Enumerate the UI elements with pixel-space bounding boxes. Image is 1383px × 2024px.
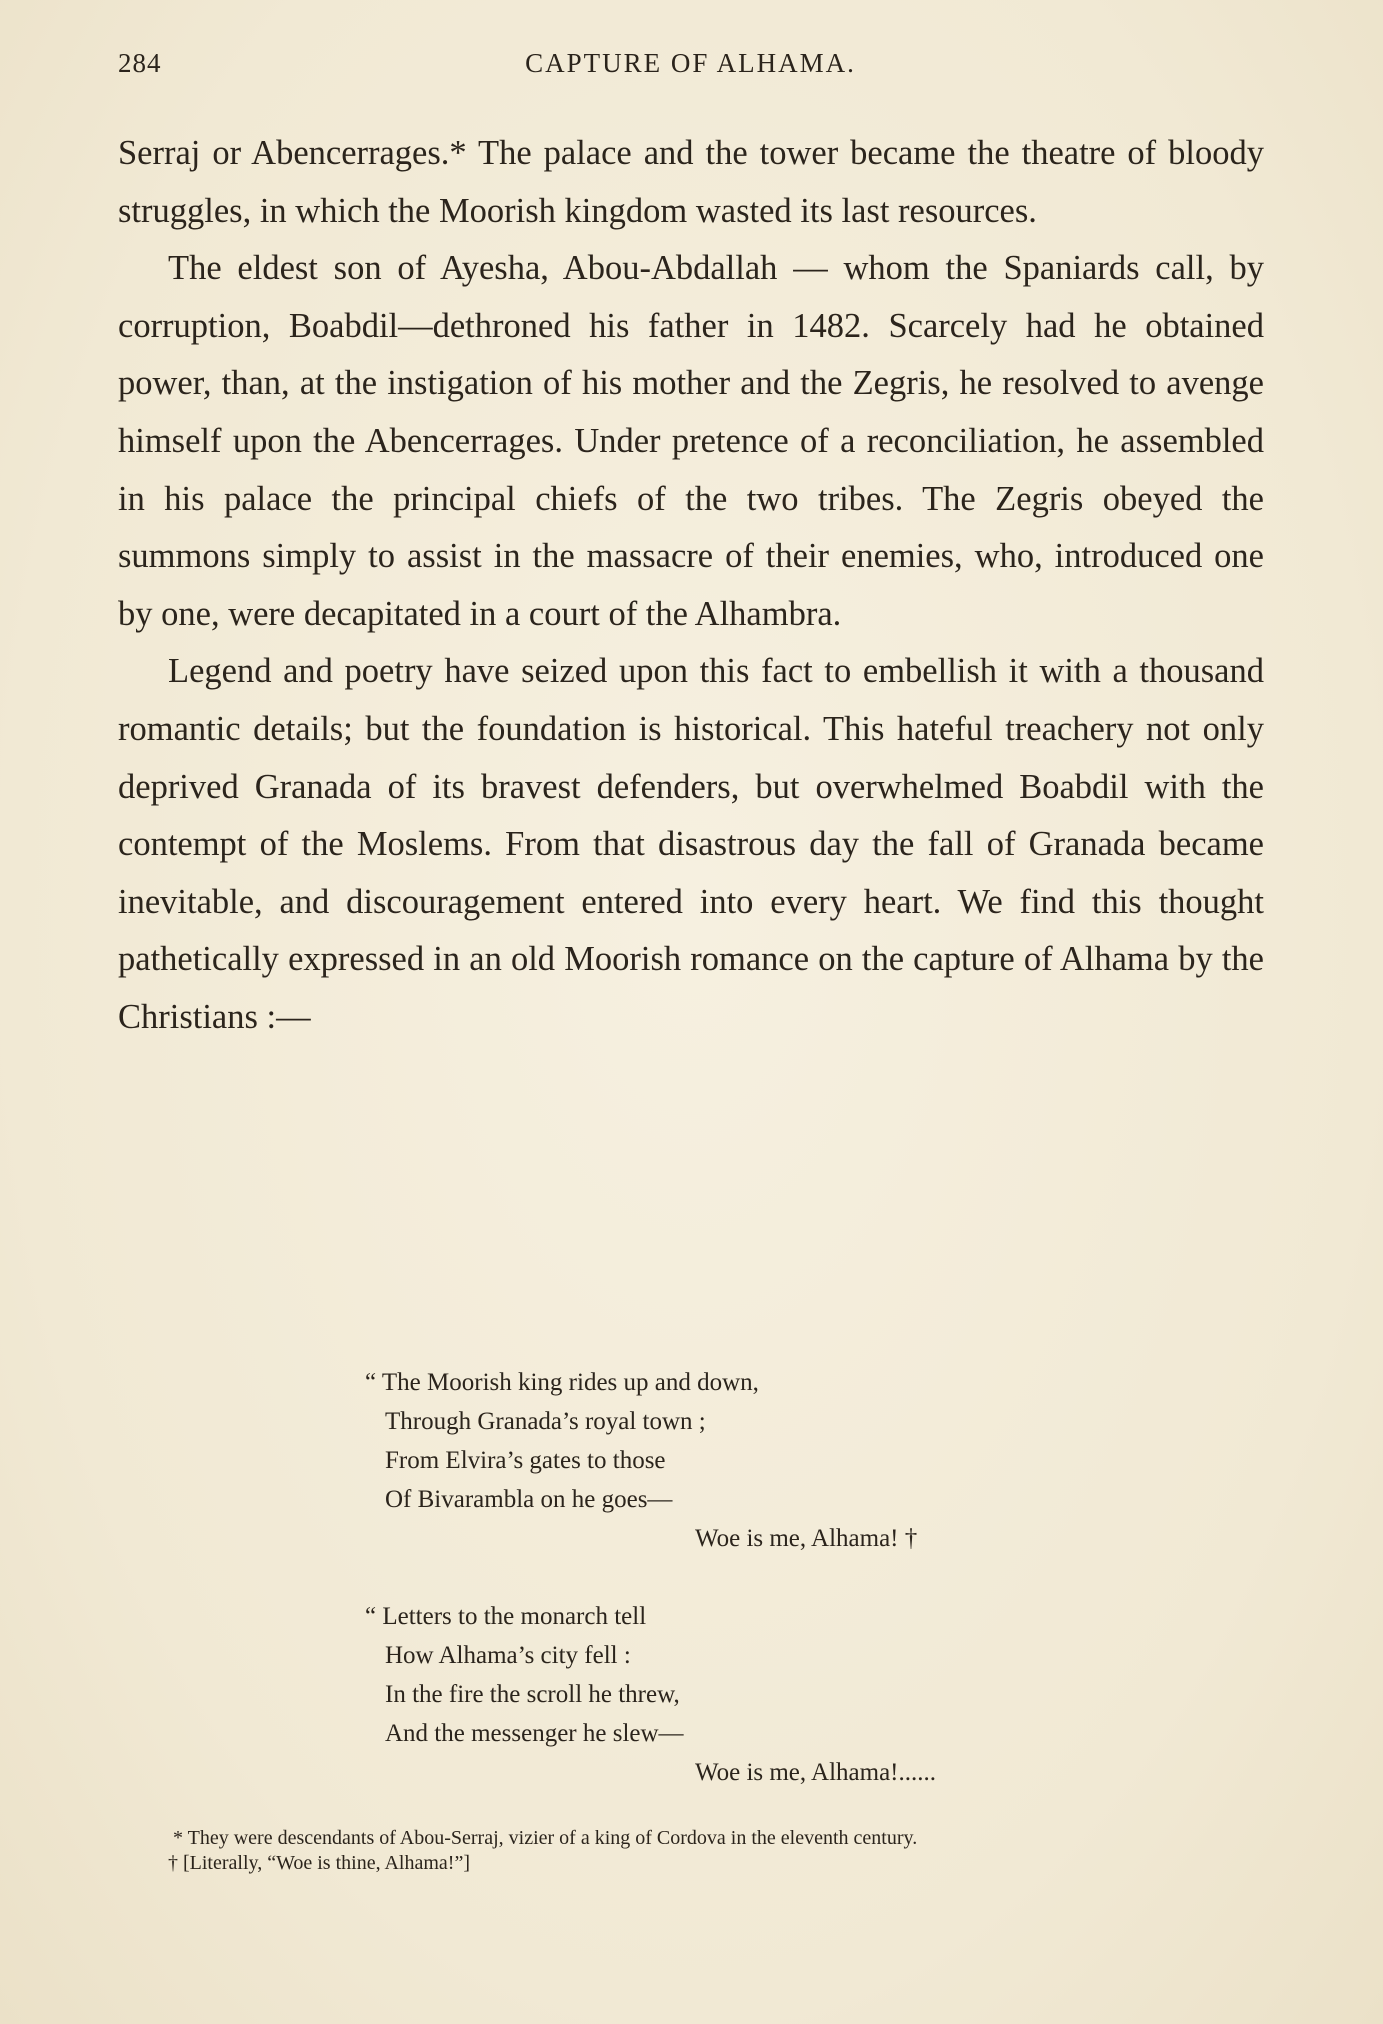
paragraph-2: The eldest son of Ayesha, Abou-Abdallah — whom the Spaniards call, by corruption, Boabdil—dethroned his father in 1482. Scarcely had he obtained power, than, at the instigation of his mother and the Zegris, he resolved to avenge himself upon the Abencerrages. Under pretence of a reconciliation, he assembled in his palace the principal chiefs of the two tribes. The Zegris obeyed the summons simply to assist in the massacre of their enemies, who, introduced one by one, were decapitated in a court of the Alhambra. xyxy=(118,249,1264,633)
poem-refrain: Woe is me, Alhama!...... xyxy=(695,1759,936,1786)
poem-line: How Alhama’s city fell : xyxy=(385,1642,631,1669)
poem-line: “ Letters to the monarch tell xyxy=(365,1603,647,1630)
paragraph-1: Serraj or Abencerrages.* The palace and the tower became the theatre of bloody struggles, in which the Moorish kingdom wasted its last resources. xyxy=(118,134,1264,230)
poem-line: And the messenger he slew— xyxy=(385,1720,684,1747)
poem-refrain: Woe is me, Alhama! † xyxy=(695,1525,918,1552)
running-header xyxy=(118,48,1263,88)
footnote-1: * They were descendants of Abou-Serraj, vizier of a king of Cordova in the eleventh century. xyxy=(173,1827,918,1849)
poem-line: In the fire the scroll he threw, xyxy=(385,1681,680,1708)
footnote-2: † [Literally, “Woe is thine, Alhama!”] xyxy=(168,1852,470,1874)
poem-line: Of Bivarambla on he goes— xyxy=(385,1486,673,1513)
page-number: 284 xyxy=(118,48,162,78)
body-text xyxy=(118,125,1264,1047)
running-title: CAPTURE OF ALHAMA. xyxy=(525,48,856,78)
poem-line: Through Granada’s royal town ; xyxy=(385,1408,706,1435)
poem-stanza-1 xyxy=(365,1363,1085,1558)
footnotes xyxy=(118,1826,1264,1876)
poem-line: From Elvira’s gates to those xyxy=(385,1447,666,1474)
poem-stanza-2 xyxy=(365,1597,1085,1792)
paragraph-3: Legend and poetry have seized upon this fact to embellish it with a thousand romantic details; but the foundation is historical. This hateful treachery not only deprived Granada of its bravest defenders, but overwhelmed Boabdil with the contempt of the Moslems. From that disastrous day the fall of Granada became inevitable, and discouragement entered into every heart. We find this thought pathetically expressed in an old Moorish romance on the capture of Alhama by the Christians :— xyxy=(118,652,1264,1036)
poem-line: “ The Moorish king rides up and down, xyxy=(365,1369,759,1396)
